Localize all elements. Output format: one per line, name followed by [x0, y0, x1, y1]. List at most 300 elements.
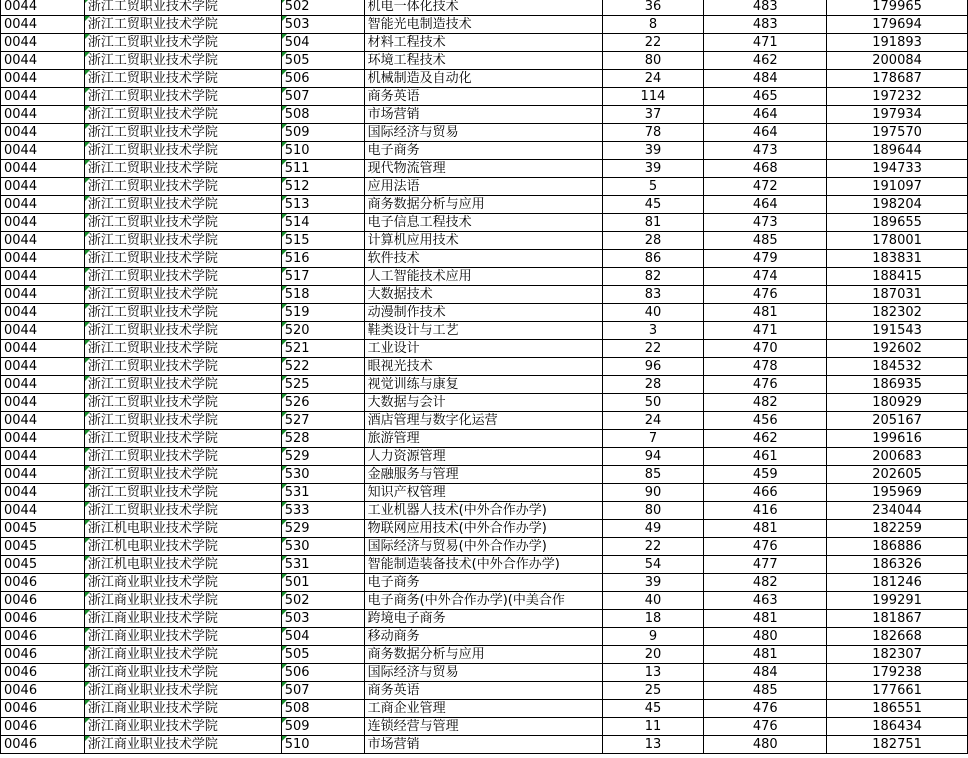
major-name-cell[interactable]: 商务数据分析与应用 [364, 196, 602, 214]
plan-count-cell[interactable]: 20 [602, 646, 704, 664]
major-code-cell[interactable]: 528 [281, 430, 364, 448]
major-code-cell[interactable]: 507 [281, 682, 364, 700]
school-code-cell[interactable]: 0044 [1, 340, 85, 358]
major-name-cell[interactable]: 电子商务(中外合作办学)(中美合作 [364, 592, 602, 610]
school-code-cell[interactable]: 0046 [1, 664, 85, 682]
min-score-cell[interactable]: 471 [704, 322, 827, 340]
min-score-cell[interactable]: 472 [704, 178, 827, 196]
major-code-cell[interactable]: 525 [281, 376, 364, 394]
school-code-cell[interactable]: 0046 [1, 736, 85, 754]
rank-cell[interactable]: 181246 [827, 574, 968, 592]
min-score-cell[interactable]: 484 [704, 664, 827, 682]
plan-count-cell[interactable]: 80 [602, 502, 704, 520]
rank-cell[interactable]: 180929 [827, 394, 968, 412]
plan-count-cell[interactable]: 11 [602, 718, 704, 736]
rank-cell[interactable]: 197232 [827, 88, 968, 106]
school-name-cell[interactable]: 浙江工贸职业技术学院 [84, 412, 281, 430]
major-code-cell[interactable]: 509 [281, 718, 364, 736]
rank-cell[interactable]: 182259 [827, 520, 968, 538]
school-name-cell[interactable]: 浙江工贸职业技术学院 [84, 196, 281, 214]
major-code-cell[interactable]: 529 [281, 520, 364, 538]
school-code-cell[interactable]: 0044 [1, 70, 85, 88]
rank-cell[interactable]: 195969 [827, 484, 968, 502]
school-code-cell[interactable]: 0046 [1, 682, 85, 700]
min-score-cell[interactable]: 459 [704, 466, 827, 484]
min-score-cell[interactable]: 416 [704, 502, 827, 520]
rank-cell[interactable]: 182751 [827, 736, 968, 754]
major-code-cell[interactable]: 533 [281, 502, 364, 520]
rank-cell[interactable]: 179238 [827, 664, 968, 682]
min-score-cell[interactable]: 476 [704, 286, 827, 304]
plan-count-cell[interactable]: 39 [602, 142, 704, 160]
major-name-cell[interactable]: 商务英语 [364, 682, 602, 700]
school-code-cell[interactable]: 0045 [1, 556, 85, 574]
major-name-cell[interactable]: 工商企业管理 [364, 700, 602, 718]
plan-count-cell[interactable]: 8 [602, 16, 704, 34]
major-name-cell[interactable]: 计算机应用技术 [364, 232, 602, 250]
major-name-cell[interactable]: 移动商务 [364, 628, 602, 646]
school-code-cell[interactable]: 0044 [1, 484, 85, 502]
school-name-cell[interactable]: 浙江工贸职业技术学院 [84, 250, 281, 268]
table-row [1, 700, 968, 718]
plan-count-cell[interactable]: 83 [602, 286, 704, 304]
major-code-cell[interactable]: 514 [281, 214, 364, 232]
plan-count-cell[interactable]: 82 [602, 268, 704, 286]
rank-cell[interactable]: 179694 [827, 16, 968, 34]
school-name-cell[interactable]: 浙江工贸职业技术学院 [84, 502, 281, 520]
plan-count-cell[interactable]: 22 [602, 538, 704, 556]
major-code-cell[interactable]: 508 [281, 106, 364, 124]
school-code-cell[interactable]: 0046 [1, 592, 85, 610]
rank-cell[interactable]: 183831 [827, 250, 968, 268]
plan-count-cell[interactable]: 94 [602, 448, 704, 466]
school-code-cell[interactable]: 0044 [1, 16, 85, 34]
min-score-cell[interactable]: 483 [704, 16, 827, 34]
major-code-cell[interactable]: 508 [281, 700, 364, 718]
school-code-cell[interactable]: 0045 [1, 520, 85, 538]
school-name-cell[interactable]: 浙江工贸职业技术学院 [84, 34, 281, 52]
rank-cell[interactable]: 182668 [827, 628, 968, 646]
school-code-cell[interactable]: 0044 [1, 232, 85, 250]
major-name-cell[interactable]: 环境工程技术 [364, 52, 602, 70]
plan-count-cell[interactable]: 24 [602, 412, 704, 430]
plan-count-cell[interactable]: 18 [602, 610, 704, 628]
min-score-cell[interactable]: 465 [704, 88, 827, 106]
min-score-cell[interactable]: 477 [704, 556, 827, 574]
major-name-cell[interactable]: 旅游管理 [364, 430, 602, 448]
plan-count-cell[interactable]: 114 [602, 88, 704, 106]
major-name-cell[interactable]: 眼视光技术 [364, 358, 602, 376]
plan-count-cell[interactable]: 9 [602, 628, 704, 646]
school-code-cell[interactable]: 0044 [1, 430, 85, 448]
major-name-cell[interactable]: 电子商务 [364, 142, 602, 160]
major-code-cell[interactable]: 527 [281, 412, 364, 430]
plan-count-cell[interactable]: 3 [602, 322, 704, 340]
major-name-cell[interactable]: 物联网应用技术(中外合作办学) [364, 520, 602, 538]
school-code-cell[interactable]: 0044 [1, 250, 85, 268]
min-score-cell[interactable]: 462 [704, 52, 827, 70]
school-name-cell[interactable]: 浙江工贸职业技术学院 [84, 160, 281, 178]
major-code-cell[interactable]: 526 [281, 394, 364, 412]
rank-cell[interactable]: 188415 [827, 268, 968, 286]
rank-cell[interactable]: 199291 [827, 592, 968, 610]
school-name-cell[interactable]: 浙江工贸职业技术学院 [84, 70, 281, 88]
school-code-cell[interactable]: 0045 [1, 538, 85, 556]
plan-count-cell[interactable]: 24 [602, 70, 704, 88]
school-code-cell[interactable]: 0044 [1, 394, 85, 412]
min-score-cell[interactable]: 476 [704, 700, 827, 718]
plan-count-cell[interactable]: 40 [602, 592, 704, 610]
major-code-cell[interactable]: 520 [281, 322, 364, 340]
min-score-cell[interactable]: 464 [704, 124, 827, 142]
school-name-cell[interactable]: 浙江商业职业技术学院 [84, 682, 281, 700]
school-name-cell[interactable]: 浙江工贸职业技术学院 [84, 142, 281, 160]
school-name-cell[interactable]: 浙江工贸职业技术学院 [84, 268, 281, 286]
school-code-cell[interactable]: 0044 [1, 106, 85, 124]
major-code-cell[interactable]: 501 [281, 574, 364, 592]
plan-count-cell[interactable]: 13 [602, 736, 704, 754]
school-name-cell[interactable]: 浙江机电职业技术学院 [84, 538, 281, 556]
major-name-cell[interactable]: 现代物流管理 [364, 160, 602, 178]
rank-cell[interactable]: 189655 [827, 214, 968, 232]
rank-cell[interactable]: 234044 [827, 502, 968, 520]
min-score-cell[interactable]: 476 [704, 718, 827, 736]
rank-cell[interactable]: 177661 [827, 682, 968, 700]
major-code-cell[interactable]: 510 [281, 736, 364, 754]
major-name-cell[interactable]: 市场营销 [364, 736, 602, 754]
rank-cell[interactable]: 178001 [827, 232, 968, 250]
rank-cell[interactable]: 184532 [827, 358, 968, 376]
major-code-cell[interactable]: 503 [281, 610, 364, 628]
school-name-cell[interactable]: 浙江工贸职业技术学院 [84, 448, 281, 466]
school-code-cell[interactable]: 0044 [1, 214, 85, 232]
major-code-cell[interactable]: 505 [281, 52, 364, 70]
major-name-cell[interactable]: 电子信息工程技术 [364, 214, 602, 232]
school-name-cell[interactable]: 浙江工贸职业技术学院 [84, 214, 281, 232]
min-score-cell[interactable]: 464 [704, 106, 827, 124]
plan-count-cell[interactable]: 28 [602, 232, 704, 250]
school-code-cell[interactable]: 0046 [1, 574, 85, 592]
min-score-cell[interactable]: 481 [704, 646, 827, 664]
plan-count-cell[interactable]: 7 [602, 430, 704, 448]
school-name-cell[interactable]: 浙江工贸职业技术学院 [84, 304, 281, 322]
plan-count-cell[interactable]: 13 [602, 664, 704, 682]
plan-count-cell[interactable]: 78 [602, 124, 704, 142]
major-name-cell[interactable]: 材料工程技术 [364, 34, 602, 52]
plan-count-cell[interactable]: 36 [602, 0, 704, 16]
min-score-cell[interactable]: 474 [704, 268, 827, 286]
school-code-cell[interactable]: 0044 [1, 466, 85, 484]
school-name-cell[interactable]: 浙江商业职业技术学院 [84, 628, 281, 646]
major-code-cell[interactable]: 515 [281, 232, 364, 250]
school-code-cell[interactable]: 0044 [1, 124, 85, 142]
rank-cell[interactable]: 205167 [827, 412, 968, 430]
table-row [1, 0, 968, 16]
school-code-cell[interactable]: 0044 [1, 304, 85, 322]
major-code-cell[interactable]: 531 [281, 484, 364, 502]
major-name-cell[interactable]: 电子商务 [364, 574, 602, 592]
major-code-cell[interactable]: 511 [281, 160, 364, 178]
plan-count-cell[interactable]: 80 [602, 52, 704, 70]
major-code-cell[interactable]: 530 [281, 538, 364, 556]
plan-count-cell[interactable]: 45 [602, 196, 704, 214]
min-score-cell[interactable]: 479 [704, 250, 827, 268]
school-code-cell[interactable]: 0044 [1, 34, 85, 52]
school-name-cell[interactable]: 浙江工贸职业技术学院 [84, 358, 281, 376]
school-code-cell[interactable]: 0044 [1, 142, 85, 160]
rank-cell[interactable]: 189644 [827, 142, 968, 160]
school-code-cell[interactable]: 0044 [1, 376, 85, 394]
table-row [1, 520, 968, 538]
major-code-cell[interactable]: 507 [281, 88, 364, 106]
major-name-cell[interactable]: 人力资源管理 [364, 448, 602, 466]
rank-cell[interactable]: 200084 [827, 52, 968, 70]
school-name-cell[interactable]: 浙江商业职业技术学院 [84, 700, 281, 718]
min-score-cell[interactable]: 466 [704, 484, 827, 502]
min-score-cell[interactable]: 456 [704, 412, 827, 430]
plan-count-cell[interactable]: 22 [602, 340, 704, 358]
school-name-cell[interactable]: 浙江工贸职业技术学院 [84, 430, 281, 448]
school-code-cell[interactable]: 0044 [1, 412, 85, 430]
plan-count-cell[interactable]: 86 [602, 250, 704, 268]
min-score-cell[interactable]: 482 [704, 574, 827, 592]
major-name-cell[interactable]: 国际经济与贸易 [364, 664, 602, 682]
school-name-cell[interactable]: 浙江工贸职业技术学院 [84, 0, 281, 16]
rank-cell[interactable]: 194733 [827, 160, 968, 178]
min-score-cell[interactable]: 471 [704, 34, 827, 52]
plan-count-cell[interactable]: 39 [602, 160, 704, 178]
school-name-cell[interactable]: 浙江商业职业技术学院 [84, 574, 281, 592]
school-name-cell[interactable]: 浙江工贸职业技术学院 [84, 340, 281, 358]
min-score-cell[interactable]: 483 [704, 0, 827, 16]
plan-count-cell[interactable]: 39 [602, 574, 704, 592]
plan-count-cell[interactable]: 81 [602, 214, 704, 232]
plan-count-cell[interactable]: 37 [602, 106, 704, 124]
school-name-cell[interactable]: 浙江工贸职业技术学院 [84, 484, 281, 502]
min-score-cell[interactable]: 478 [704, 358, 827, 376]
min-score-cell[interactable]: 481 [704, 610, 827, 628]
school-name-cell[interactable]: 浙江工贸职业技术学院 [84, 466, 281, 484]
major-name-cell[interactable]: 连锁经营与管理 [364, 718, 602, 736]
rank-cell[interactable]: 186551 [827, 700, 968, 718]
rank-cell[interactable]: 192602 [827, 340, 968, 358]
rank-cell[interactable]: 182302 [827, 304, 968, 322]
plan-count-cell[interactable]: 90 [602, 484, 704, 502]
major-code-cell[interactable]: 502 [281, 0, 364, 16]
school-name-cell[interactable]: 浙江工贸职业技术学院 [84, 52, 281, 70]
major-code-cell[interactable]: 531 [281, 556, 364, 574]
major-name-cell[interactable]: 市场营销 [364, 106, 602, 124]
major-code-cell[interactable]: 509 [281, 124, 364, 142]
major-code-cell[interactable]: 516 [281, 250, 364, 268]
plan-count-cell[interactable]: 25 [602, 682, 704, 700]
plan-count-cell[interactable]: 28 [602, 376, 704, 394]
major-name-cell[interactable]: 跨境电子商务 [364, 610, 602, 628]
major-code-cell[interactable]: 505 [281, 646, 364, 664]
rank-cell[interactable]: 181867 [827, 610, 968, 628]
major-name-cell[interactable]: 智能光电制造技术 [364, 16, 602, 34]
min-score-cell[interactable]: 461 [704, 448, 827, 466]
major-code-cell[interactable]: 504 [281, 628, 364, 646]
rank-cell[interactable]: 198204 [827, 196, 968, 214]
major-name-cell[interactable]: 机械制造及自动化 [364, 70, 602, 88]
plan-count-cell[interactable]: 96 [602, 358, 704, 376]
school-name-cell[interactable]: 浙江商业职业技术学院 [84, 646, 281, 664]
rank-cell[interactable]: 191097 [827, 178, 968, 196]
major-name-cell[interactable]: 人工智能技术应用 [364, 268, 602, 286]
major-code-cell[interactable]: 519 [281, 304, 364, 322]
school-code-cell[interactable]: 0044 [1, 52, 85, 70]
table-row [1, 394, 968, 412]
major-code-cell[interactable]: 530 [281, 466, 364, 484]
school-name-cell[interactable]: 浙江工贸职业技术学院 [84, 178, 281, 196]
school-code-cell[interactable]: 0046 [1, 610, 85, 628]
rank-cell[interactable]: 200683 [827, 448, 968, 466]
school-name-cell[interactable]: 浙江商业职业技术学院 [84, 736, 281, 754]
major-name-cell[interactable]: 国际经济与贸易(中外合作办学) [364, 538, 602, 556]
major-name-cell[interactable]: 应用法语 [364, 178, 602, 196]
school-code-cell[interactable]: 0044 [1, 178, 85, 196]
major-name-cell[interactable]: 商务数据分析与应用 [364, 646, 602, 664]
min-score-cell[interactable]: 481 [704, 304, 827, 322]
school-code-cell[interactable]: 0044 [1, 286, 85, 304]
rank-cell[interactable]: 191543 [827, 322, 968, 340]
plan-count-cell[interactable]: 49 [602, 520, 704, 538]
rank-cell[interactable]: 197570 [827, 124, 968, 142]
min-score-cell[interactable]: 473 [704, 214, 827, 232]
rank-cell[interactable]: 179965 [827, 0, 968, 16]
min-score-cell[interactable]: 480 [704, 628, 827, 646]
rank-cell[interactable]: 178687 [827, 70, 968, 88]
major-code-cell[interactable]: 512 [281, 178, 364, 196]
school-code-cell[interactable]: 0046 [1, 646, 85, 664]
rank-cell[interactable]: 191893 [827, 34, 968, 52]
school-code-cell[interactable]: 0046 [1, 700, 85, 718]
min-score-cell[interactable]: 462 [704, 430, 827, 448]
major-code-cell[interactable]: 502 [281, 592, 364, 610]
major-code-cell[interactable]: 503 [281, 16, 364, 34]
school-code-cell[interactable]: 0044 [1, 0, 85, 16]
school-code-cell[interactable]: 0044 [1, 358, 85, 376]
plan-count-cell[interactable]: 50 [602, 394, 704, 412]
major-code-cell[interactable]: 513 [281, 196, 364, 214]
plan-count-cell[interactable]: 40 [602, 304, 704, 322]
major-name-cell[interactable]: 视觉训练与康复 [364, 376, 602, 394]
school-name-cell[interactable]: 浙江工贸职业技术学院 [84, 322, 281, 340]
school-code-cell[interactable]: 0044 [1, 268, 85, 286]
school-name-cell[interactable]: 浙江工贸职业技术学院 [84, 376, 281, 394]
rank-cell[interactable]: 186326 [827, 556, 968, 574]
school-name-cell[interactable]: 浙江商业职业技术学院 [84, 718, 281, 736]
major-name-cell[interactable]: 商务英语 [364, 88, 602, 106]
rank-cell[interactable]: 182307 [827, 646, 968, 664]
major-name-cell[interactable]: 酒店管理与数字化运营 [364, 412, 602, 430]
major-code-cell[interactable]: 529 [281, 448, 364, 466]
school-name-cell[interactable]: 浙江工贸职业技术学院 [84, 232, 281, 250]
major-code-cell[interactable]: 506 [281, 664, 364, 682]
school-name-cell[interactable]: 浙江工贸职业技术学院 [84, 394, 281, 412]
major-code-cell[interactable]: 518 [281, 286, 364, 304]
school-code-cell[interactable]: 0044 [1, 88, 85, 106]
school-code-cell[interactable]: 0044 [1, 160, 85, 178]
min-score-cell[interactable]: 485 [704, 682, 827, 700]
min-score-cell[interactable]: 481 [704, 520, 827, 538]
school-name-cell[interactable]: 浙江工贸职业技术学院 [84, 286, 281, 304]
school-code-cell[interactable]: 0044 [1, 502, 85, 520]
major-name-cell[interactable]: 国际经济与贸易 [364, 124, 602, 142]
major-name-cell[interactable]: 智能制造装备技术(中外合作办学) [364, 556, 602, 574]
plan-count-cell[interactable]: 54 [602, 556, 704, 574]
major-name-cell[interactable]: 机电一体化技术 [364, 0, 602, 16]
school-code-cell[interactable]: 0044 [1, 448, 85, 466]
major-name-cell[interactable]: 知识产权管理 [364, 484, 602, 502]
major-name-cell[interactable]: 大数据与会计 [364, 394, 602, 412]
rank-cell[interactable]: 186886 [827, 538, 968, 556]
school-name-cell[interactable]: 浙江工贸职业技术学院 [84, 124, 281, 142]
major-name-cell[interactable]: 大数据技术 [364, 286, 602, 304]
min-score-cell[interactable]: 480 [704, 736, 827, 754]
plan-count-cell[interactable]: 45 [602, 700, 704, 718]
school-code-cell[interactable]: 0044 [1, 196, 85, 214]
rank-cell[interactable]: 197934 [827, 106, 968, 124]
rank-cell[interactable]: 187031 [827, 286, 968, 304]
min-score-cell[interactable]: 484 [704, 70, 827, 88]
major-code-cell[interactable]: 517 [281, 268, 364, 286]
major-name-cell[interactable]: 金融服务与管理 [364, 466, 602, 484]
school-name-cell[interactable]: 浙江商业职业技术学院 [84, 610, 281, 628]
rank-cell[interactable]: 199616 [827, 430, 968, 448]
rank-cell[interactable]: 186935 [827, 376, 968, 394]
min-score-cell[interactable]: 482 [704, 394, 827, 412]
major-code-cell[interactable]: 522 [281, 358, 364, 376]
school-name-cell[interactable]: 浙江机电职业技术学院 [84, 556, 281, 574]
rank-cell[interactable]: 202605 [827, 466, 968, 484]
school-code-cell[interactable]: 0044 [1, 322, 85, 340]
major-name-cell[interactable]: 鞋类设计与工艺 [364, 322, 602, 340]
major-code-cell[interactable]: 521 [281, 340, 364, 358]
min-score-cell[interactable]: 476 [704, 538, 827, 556]
min-score-cell[interactable]: 468 [704, 160, 827, 178]
min-score-cell[interactable]: 485 [704, 232, 827, 250]
major-name-cell[interactable]: 动漫制作技术 [364, 304, 602, 322]
school-name-cell[interactable]: 浙江机电职业技术学院 [84, 520, 281, 538]
table-row [1, 304, 968, 322]
rank-cell[interactable]: 186434 [827, 718, 968, 736]
major-code-cell[interactable]: 504 [281, 34, 364, 52]
school-name-cell[interactable]: 浙江工贸职业技术学院 [84, 88, 281, 106]
school-code-cell[interactable]: 0046 [1, 718, 85, 736]
min-score-cell[interactable]: 464 [704, 196, 827, 214]
school-name-cell[interactable]: 浙江商业职业技术学院 [84, 592, 281, 610]
major-name-cell[interactable]: 工业机器人技术(中外合作办学) [364, 502, 602, 520]
school-code-cell[interactable]: 0046 [1, 628, 85, 646]
major-code-cell[interactable]: 510 [281, 142, 364, 160]
major-name-cell[interactable]: 工业设计 [364, 340, 602, 358]
min-score-cell[interactable]: 473 [704, 142, 827, 160]
table-row [1, 448, 968, 466]
school-name-cell[interactable]: 浙江商业职业技术学院 [84, 664, 281, 682]
school-name-cell[interactable]: 浙江工贸职业技术学院 [84, 16, 281, 34]
min-score-cell[interactable]: 470 [704, 340, 827, 358]
major-code-cell[interactable]: 506 [281, 70, 364, 88]
plan-count-cell[interactable]: 5 [602, 178, 704, 196]
major-name-cell[interactable]: 软件技术 [364, 250, 602, 268]
plan-count-cell[interactable]: 22 [602, 34, 704, 52]
plan-count-cell[interactable]: 85 [602, 466, 704, 484]
min-score-cell[interactable]: 463 [704, 592, 827, 610]
school-name-cell[interactable]: 浙江工贸职业技术学院 [84, 106, 281, 124]
min-score-cell[interactable]: 476 [704, 376, 827, 394]
